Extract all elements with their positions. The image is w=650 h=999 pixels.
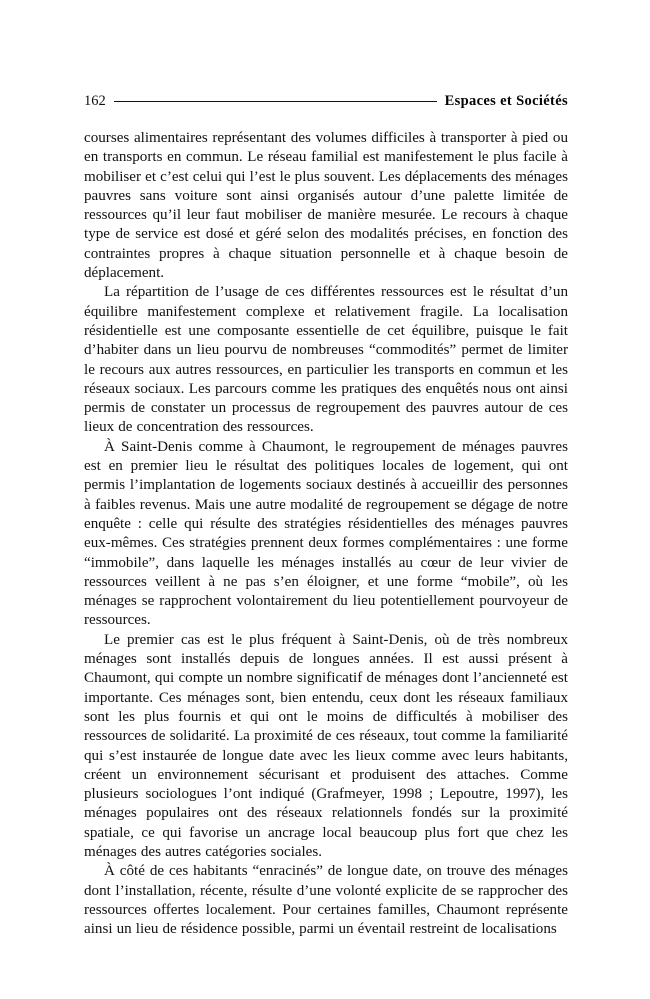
paragraph: À Saint-Denis comme à Chaumont, le regroupement de ménages pauvres est en premier lieu le résultat des politiques locales de logement, qui ont permis l’implantation de logements sociaux destinés à accueillir des personnes à faibles revenus. Mais une autre modalité de regroupement se dégage de notre enquête : celle qui résulte des stratégies résidentielles des ménages pauvres eux-mêmes. Ces stratégies prennent deux formes complémentaires : une forme “immobile”, dans laquelle les ménages installés au cœur de leur vivier de ressources veillent à ne pas s’en éloigner, et une forme “mobile”, où les ménages se rapprochent volontairement du lieu potentiellement pourvoyeur de ressources. (84, 438, 568, 629)
running-head (84, 90, 568, 112)
paragraph: À côté de ces habitants “enracinés” de longue date, on trouve des ménages dont l’installation, récente, résulte d’une volonté explicite de se rapprocher des ressources offertes localement. Pour certaines familles, Chaumont représente ainsi un lieu de résidence possible, parmi un éventail restreint de localisations (84, 863, 568, 938)
paragraph: courses alimentaires représentant des volumes difficiles à transporter à pied ou en transports en commun. Le réseau familial est manifestement le plus facile à mobiliser et c’est celui qui l’est le plus souvent. Les déplacements des ménages pauvres sans voiture sont ainsi organisés autour d’une palette limitée de ressources qu’il leur faut mobiliser de manière mesurée. Le recours à chaque type de service est dosé et géré selon des modalités précises, en fonction des contraintes propres à chaque situation personnelle et à chaque besoin de déplacement. (84, 130, 568, 282)
journal-title: Espaces et Sociétés (444, 92, 568, 109)
page-number: 162 (84, 92, 106, 109)
running-head-rule (114, 101, 437, 102)
body-text-column (84, 129, 568, 939)
paragraph: La répartition de l’usage de ces différentes ressources est le résultat d’un équilibre manifestement complexe et relativement fragile. La localisation résidentielle est une composante essentielle de cet équilibre, puisque le fait d’habiter dans un lieu pourvu de nombreuses “commodités” permet de limiter le recours aux autres ressources, en particulier les transports en commun et les réseaux sociaux. Les parcours comme les pratiques des enquêtés nous ont ainsi permis de constater un processus de regroupement des pauvres autour de ces lieux de concentration des ressources. (84, 284, 568, 436)
paragraph: Le premier cas est le plus fréquent à Saint-Denis, où de très nombreux ménages sont installés depuis de longues années. Il est aussi présent à Chaumont, qui compte un nombre significatif de ménages dont l’ancienneté est importante. Ces ménages sont, bien entendu, ceux dont les réseaux familiaux sont les plus fournis et qui ont le moins de difficultés à mobiliser des ressources de solidarité. La proximité de ces réseaux, tout comme la familiarité qui s’est instaurée de longue date avec les lieux comme avec leurs habitants, créent un environnement sécurisant et produisent des attaches. Comme plusieurs sociologues l’ont indiqué (Grafmeyer, 1998 ; Lepoutre, 1997), les ménages populaires ont des réseaux relationnels fondés sur la proximité spatiale, ce qui favorise un ancrage local beaucoup plus fort que chez les ménages des autres catégories sociales. (84, 631, 568, 860)
